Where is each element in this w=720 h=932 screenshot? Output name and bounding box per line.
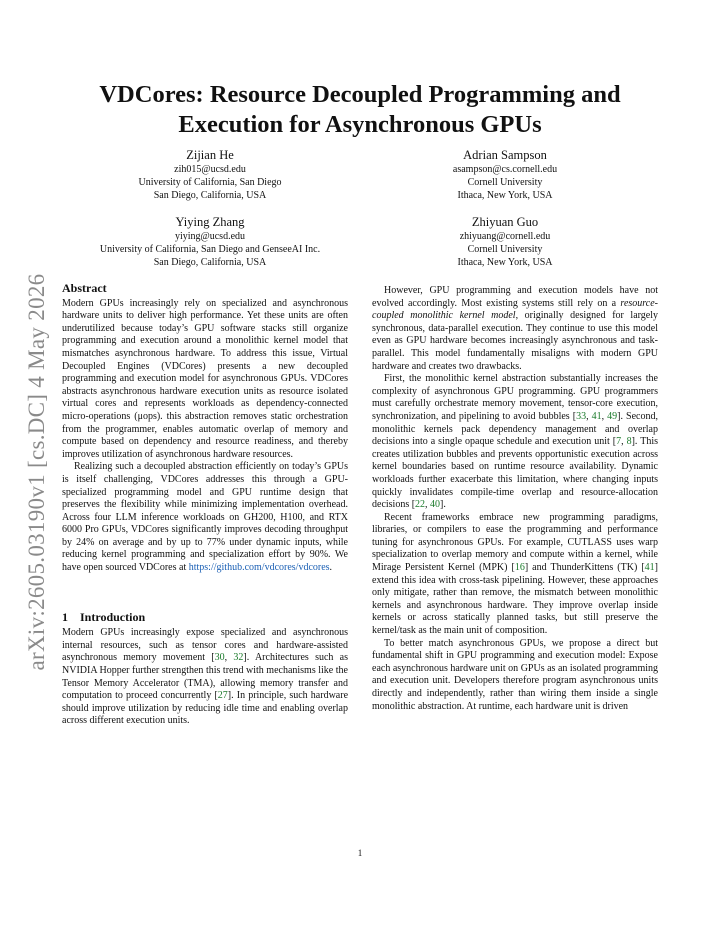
intro-paragraph-2: However, GPU programming and execution models have not evolved accordingly. Most existing systems still rely on a resource-coupled monolithic kernel model, originally designed for largely synchronous, data-parallel execution. They continue to use this model even as GPU hardware becomes increasingly asynchronous and task-parallel. This model fundamentally misaligns with modern GPU hardware and creates two drawbacks. [372,285,659,372]
abstract-heading: Abstract [62,281,107,295]
citation-link[interactable]: 8 [626,436,632,448]
intro-paragraph-4: Recent frameworks embrace new programming paradigms, libraries, or compilers to ease the programming and performance tuning for asynchronous GPUs. For example, CUTLASS uses warp specialization to overlap memory and compute within a kernel, while Mirage Persistent Kernel (MPK) [16] and ThunderKittens (TK) [41] extend this idea with cross-task pipelining. However, these approaches only mitigate, rather than remove, the mismatch between monolithic kernels and asynchronous hardware. They improve overlap inside kernels or across statically planned tasks, but still preserve the kernel/task as the main unit of composition. [372,511,658,637]
author-location: Ithaca, New York, USA [457,257,553,268]
abstract-paragraph-1: Modern GPUs increasingly rely on specialized and asynchronous hardware units to deliver high performance. Yet these units are often underutilized because today’s GPU software stacks still organize programming and execution around a monolithic kernel model that mismatches asynchronous hardware. To address this issue, Virtual Decoupled Engines (VDCores) presents a new decoupled programming and execution model for asynchronous GPUs. VDCores abstracts asynchronous hardware execution units as resource isolated virtual cores and represents workloads as dependency-connected micro-operations (μops). this abstraction removes static orchestration from the programmer, enables automatic overlap of memory and compute based on dependency and resource readiness, and thereby improves utilization of asynchronous hardware resources. [62,297,348,460]
title-line-1: VDCores: Resource Decoupled Programming and [99,81,621,108]
author-affiliation: Cornell University [467,244,543,255]
author-block-4 [345,214,665,269]
citation-link[interactable]: 32 [233,652,244,664]
arxiv-identifier-text: arXiv:2605.03190v1 [cs.DC] 4 May 2026 [24,273,49,671]
author-name: Zijian He [186,148,234,162]
author-email: asampson@cs.cornell.edu [452,164,558,175]
author-email: yiying@ucsd.edu [174,231,246,242]
intro-paragraph-5: To better match asynchronous GPUs, we propose a direct but fundamental shift in GPU programming and execution model: Expose each asynchronous hardware unit on GPUs as an isolated programming and execution unit. Developers therefore program asynchronous units directly and independently, rather than wiring them inside a single monolithic abstraction. At runtime, each hardware unit is driven [372,637,658,712]
right-column [372,285,658,713]
citation-link[interactable]: 40 [430,499,441,511]
citation-link[interactable]: 22 [415,499,426,511]
citation-link[interactable]: 49 [607,410,618,422]
author-email: zih015@ucsd.edu [174,164,246,175]
citation-link[interactable]: 30 [214,652,225,664]
citation-link[interactable]: 27 [217,690,228,702]
citation-link[interactable]: 7 [616,436,622,448]
paper-title [60,80,660,140]
abstract-paragraph-2: Realizing such a decoupled abstraction efficiently on today’s GPUs is itself challenging, VDCores addresses this through a GPU-specialized programming model and GPU runtime design that preserves the flexibility while minimizing implementation overhead. Across four LLM inference workloads on GH200, H100, and RTX 6000 Pro GPUs, VDCores significantly improves decoding throughput by 24% on average and by up to 77% under dynamic inputs, while reducing kernel programming and specialization effort by 90%. We have open sourced VDCores at https://github.com/vdcores/vdcores. [62,461,348,574]
author-affiliation: University of California, San Diego and GenseeAI Inc. [99,244,321,255]
github-link[interactable]: https://github.com/vdcores/vdcores [188,562,330,574]
author-location: San Diego, California, USA [153,257,267,268]
left-column [62,282,348,728]
citation-link[interactable]: 16 [514,562,525,574]
arxiv-identifier [22,262,52,682]
author-name: Yiying Zhang [175,215,245,229]
author-location: Ithaca, New York, USA [457,190,553,201]
intro-paragraph-3: First, the monolithic kernel abstraction substantially increases the complexity of asynchronous GPU programming. GPU programmers must carefully orchestrate memory movement, tensor-core execution, synchronization, and pipelining to avoid bubbles [33, 41, 49]. Second, monolithic kernels pack dependency management and overlap decisions into a single opaque schedule and execution unit [7, 8]. This creates utilization bubbles and prevents opportunistic execution across kernel boundaries based on runtime resource availability. Dynamic workloads further exacerbate this limitation, where changing inputs quickly invalidates compile-time overlap and resource-allocation decisions [22, 40]. [372,373,658,511]
page-number: 1 [357,848,363,858]
author-block-1 [50,147,370,202]
author-location: San Diego, California, USA [153,190,267,201]
section-heading-introduction: 1 Introduction [62,609,146,624]
citation-link[interactable]: 41 [644,562,655,574]
author-name: Adrian Sampson [463,148,547,162]
intro-paragraph-1: Modern GPUs increasingly expose specialized and asynchronous internal resources, such as tensor cores and hardware-assisted asynchronous memory movement [30, 32]. Architectures such as NVIDIA Hopper further strengthen this trend with mechanisms like the Tensor Memory Accelerator (TMA), allowing memory transfer and computation to proceed concurrently [27]. In principle, such hardware should improve utilization by reducing idle time and enabling overlap across different execution units. [62,627,349,727]
author-block-2 [345,147,665,202]
author-affiliation: University of California, San Diego [138,177,282,188]
citation-link[interactable]: 41 [591,410,602,422]
author-block-3 [50,214,370,269]
author-affiliation: Cornell University [467,177,543,188]
author-name: Zhiyuan Guo [471,215,539,229]
author-email: zhiyuang@cornell.edu [459,231,551,242]
citation-link[interactable]: 33 [576,410,587,422]
title-line-2: Execution for Asynchronous GPUs [178,111,542,138]
